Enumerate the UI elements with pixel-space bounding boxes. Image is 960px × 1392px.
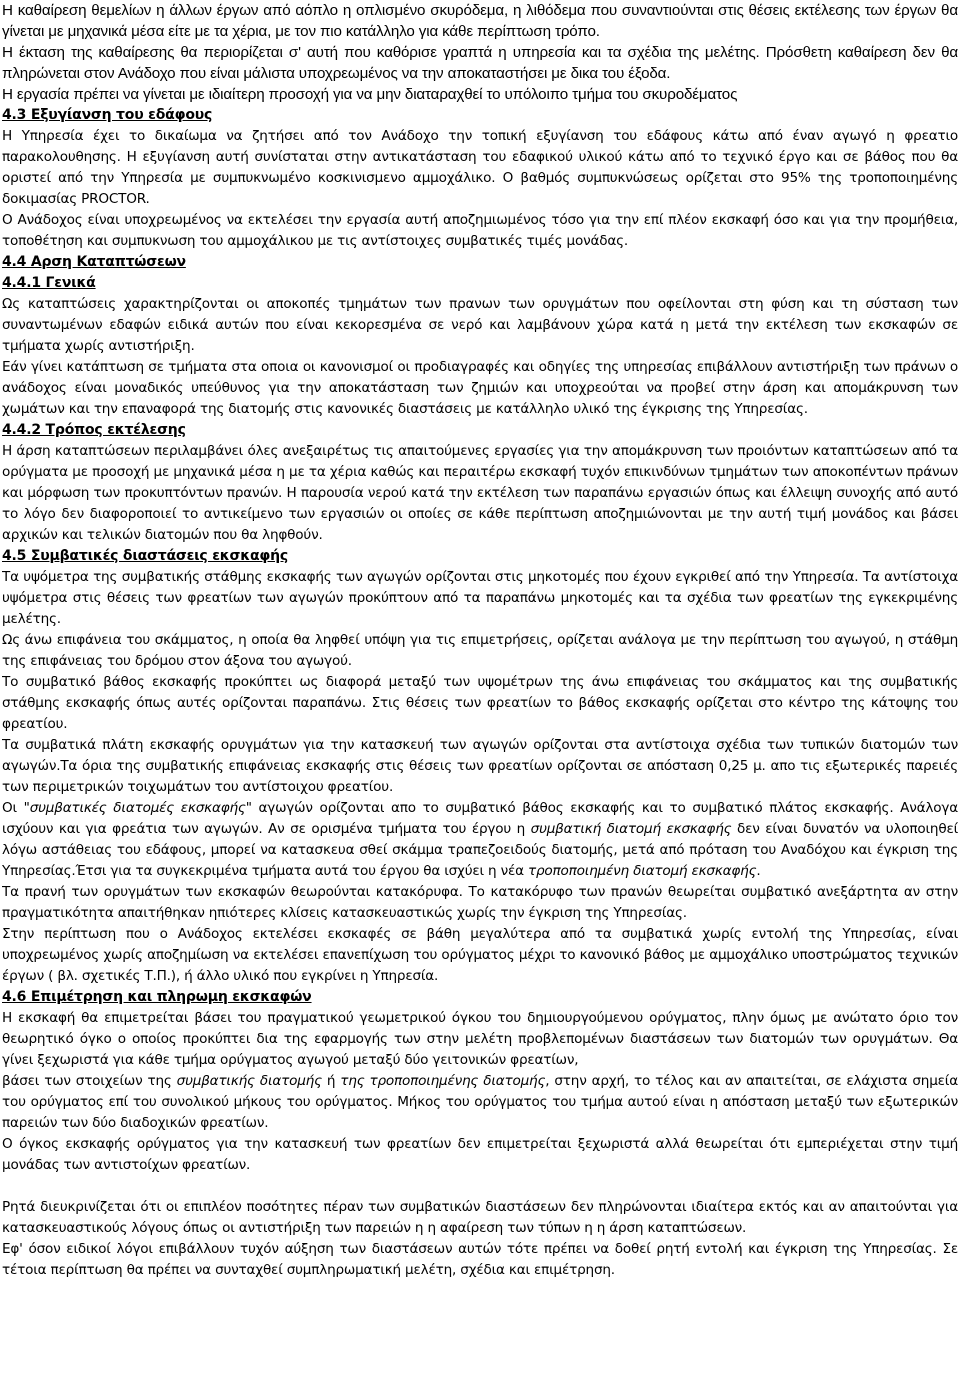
heading-4-6: 4.6 Επιμέτρηση και πληρωμη εκσκαφών bbox=[2, 989, 312, 1005]
italic-term: συμβατικές διατομές εκσκαφής bbox=[29, 800, 246, 816]
paragraph bbox=[2, 798, 958, 882]
italic-term: συμβατική διατομή εκσκαφής bbox=[530, 821, 732, 837]
paragraph: Στην περίπτωση που ο Ανάδοχος εκτελέσει εκσκαφές σε βάθη μεγαλύτερα από τα συμβατικά χωρίς εντολή της Υπηρεσίας, είναι υποχρεωμένος χωρίς αποζημίωση να εκτελέσει επανεπίχωση του ορύγματος μέχρι το κανονικό βάθος με αμμοχάλικο υποστρώματος τεχνικών έργων ( βλ. σχετικές Τ.Π.), ή άλλο υλικό που εγκρίνει η Υπηρεσία. bbox=[2, 926, 958, 984]
paragraph: Το συμβατικό βάθος εκσκαφής προκύπτει ως διαφορά μεταξύ των υψομέτρων της άνω επιφάνειας του σκάμματος και της συμβατικής στάθμης εκσκαφής όπως αυτές ορίζονται παραπάνω. Στις θέσεις των φρεατίων το βάθος εκσκαφής ορίζεται στο κέντρο της κάτοψης του φρεατίου. bbox=[2, 674, 958, 732]
paragraph: Τα συμβατικά πλάτη εκσκαφής ορυγμάτων για την κατασκευή των αγωγών ορίζονται στα αντίστοιχα σχέδια των τυπικών διατομών των αγωγών.Τα όρια της συμβατικής επιφάνειας εκσκαφής στις θέσεις των φρεατίων ορίζονται σε απόσταση 0,25 μ. απο τις εξωτερικές παρειές των περιμετρικών τοιχωμάτων του αντίστοιχου φρεατίου. bbox=[2, 737, 958, 795]
text-run: , στην αρχή, το τέλος και αν απαιτείται, σε ελάχιστα σημεία του ορύγματος επί του συνολικού μήκους του ορύγματος. Μήκος του ορύγματος του τμήμα αυτού είναι η απόσταση μεταξύ των εξωτερικών παρειών των δύο διαδοχικών φρεατίων. bbox=[2, 1073, 958, 1131]
italic-term: τροποποιημένη διατομή εκσκαφής bbox=[528, 863, 757, 879]
paragraph: Η εργασία πρέπει να γίνεται με ιδιαίτερη προσοχή για να μην διαταραχθεί το υπόλοιπο τμήμα του σκυροδέματος bbox=[2, 86, 738, 103]
text-run: Οι " bbox=[2, 800, 30, 816]
paragraph: Η Υπηρεσία έχει το δικαίωμα να ζητήσει από τον Ανάδοχο την τοπική εξυγίανση του εδάφους κάτω από έναν αγωγό η φρεατιο παρακολουθησης. Η εξυγίανση αυτή συνίσταται στην αντικατάσταση του εδαφικού υλικού κάτω από το τεχνικό έργο και σε βάθος που θα οριστεί από την Υπηρεσία με συμπυκνωμένο κοσκινισμενο αμμοχάλικο. Ο βαθμός συμπυκνώσεως ορίζεται στο 95% της τροποποιημένης δοκιμασίας PROCTOR. bbox=[2, 128, 958, 207]
text-run: βάσει των στοιχείων της bbox=[2, 1073, 177, 1089]
document-page bbox=[2, 0, 958, 1392]
text-run: . bbox=[756, 863, 761, 879]
heading-4-5: 4.5 Συμβατικές διαστάσεις εκσκαφής bbox=[2, 548, 289, 564]
italic-term: συμβατικής διατομής bbox=[176, 1073, 322, 1089]
text-run: δεν είναι δυνατόν να υλοποιηθεί λόγω αστάθειας του εδάφους, μπορεί να κατασκευα σθεί σκάμμα τραπεζοειδούς διατομής, μετά από πρόταση του Αναδόχου και έγκριση της Υπηρεσίας.Έτσι για τα συγκεκριμένα τμήματα αυτά του έργου θα ισχύει η νέα bbox=[2, 821, 958, 879]
paragraph: Ως άνω επιφάνεια του σκάμματος, η οποία θα ληφθεί υπόψη για τις επιμετρήσεις, ορίζεται ανάλογα με την περίπτωση του αγωγού, η στάθμη της επιφάνειας του δρόμου στον άξονα του αγωγού. bbox=[2, 632, 958, 669]
paragraph: Τα υψόμετρα της συμβατικής στάθμης εκσκαφής των αγωγών ορίζονται στις μηκοτομές που έχουν εγκριθεί από την Υπηρεσία. Τα αντίστοιχα υψόμετρα στις θέσεις των φρεατίων των αγωγών προκύπτουν από τα παραπάνω μηκοτομές και τα σχέδια των φρεατίων της εγκεκριμένης μελέτης. bbox=[2, 569, 958, 627]
paragraph: Εφ' όσον ειδικοί λόγοι επιβάλλουν τυχόν αύξηση των διαστάσεων αυτών τότε πρέπει να δοθεί ρητή εντολή και έγκριση της Υπηρεσίας. Σε τέτοια περίπτωση θα πρέπει να συνταχθεί συμπληρωματική μελέτη, σχέδια και επιμέτρηση. bbox=[2, 1241, 958, 1278]
paragraph: Ο όγκος εκσκαφής ορύγματος για την κατασκευή των φρεατίων δεν επιμετρείται ξεχωριστά αλλά θεωρείται ότι εμπεριέχεται στην τιμή μονάδας των αντιστοίχων φρεατίων. bbox=[2, 1136, 958, 1173]
paragraph: Ρητά διευκρινίζεται ότι οι επιπλέον ποσότητες πέραν των συμβατικών διαστάσεων δεν πληρώνονται ιδιαίτερα εκτός και αν απαιτούνται για κατασκευαστικούς λόγους όπως οι αντιστήριξη των παρειών η η αφαίρεση των τύπων η η άρση καταπτώσεων. bbox=[2, 1199, 958, 1236]
text-run: " αγωγών ορίζονται απο το συμβατικό βάθος εκσκαφής και το συμβατικό πλάτος εκσκαφής. Ανάλογα ισχύουν και για φρεάτια των αγωγών. Αν σε ορισμένα τμήματα του έργου η bbox=[2, 800, 958, 837]
paragraph: Τα πρανή των ορυγμάτων των εκσκαφών θεωρούνται κατακόρυφα. Το κατακόρυφο των πρανών θεωρείται συμβατικό ανεξάρτητα αν στην πραγματικότητα απαιτήθηκαν ηπιότερες κλίσεις κατασκευαστικώς χωρίς την έγκριση της Υπηρεσίας. bbox=[2, 884, 958, 921]
paragraph: Ο Ανάδοχος είναι υποχρεωμένος να εκτελέσει την εργασία αυτή αποζημιωμένος τόσο για την επί πλέον εκσκαφή όσο και για την προμήθεια, τοποθέτηση και συμπυκνωση του αμμοχάλικου με τις αντίστοιχες συμβατικές τιμές μονάδας. bbox=[2, 212, 958, 249]
heading-4-4-2: 4.4.2 Τρόπος εκτέλεσης bbox=[2, 422, 186, 438]
heading-4-4-1: 4.4.1 Γενικά bbox=[2, 275, 96, 291]
paragraph: Η καθαίρεση θεμελίων η άλλων έργων από αόπλο η οπλισμένο σκυρόδεμα, η λιθόδεμα που συναντιούνται στις θέσεις εκτέλεσης των έργων θα γίνεται με μηχανικά μέσα είτε με τα χέρια, με τον πιο κατάλληλο για κάθε περίπτωση τρόπο. bbox=[2, 2, 958, 40]
paragraph: Η άρση καταπτώσεων περιλαμβάνει όλες ανεξαιρέτως τις απαιτούμενες εργασίες για την απομάκρυνση των προιόντων καταπτώσεων από τα ορύγματα με προσοχή με μηχανικά μέσα η με τα χέρια καθώς και περαιτέρω εκσκαφή τυχόν επικινδύνων τμημάτων των αποκοπέντων πράνων και μόρφωση των προκυπτόντων πρανών. Η παρουσία νερού κατά την εκτέλεση των παραπάνω εργασιών όπως και έλλειψη συνοχής από αυτό το λόγο δεν διαφοροποιεί το αντικείμενο των εργασιών οι οποίες σε κάθε περίπτωση αποζημιώνονται με την αυτή τιμή μονάδος και βάσει αρχικών και τελικών διατομών που θα ληφθούν. bbox=[2, 443, 958, 543]
paragraph: Η εκσκαφή θα επιμετρείται βάσει του πραγματικού γεωμετρικού όγκου του δημιουργούμενου ορύγματος, πλην όμως με ανώτατο όριο τον θεωρητικό όγκο ο οποίος προκύπτει δια της εφαρμογής των στην μελέτη προβλεπομένων διαστάσεων των διατομών των ορυγμάτων. Θα γίνει ξεχωριστά για κάθε τμήμα ορύγματος αγωγού μεταξύ δύο γειτονικών φρεατίων, bbox=[2, 1010, 958, 1068]
heading-4-3: 4.3 Εξυγίανση του εδάφους bbox=[2, 107, 213, 123]
paragraph: Εάν γίνει κατάπτωση σε τμήματα στα οποια οι κανονισμοί οι προδιαγραφές και οδηγίες της υπηρεσίας επιβάλλουν αντιστήριξη των πράνων ο ανάδοχος είναι μοναδικός υπεύθυνος για την αποκατάσταση των ζημιών και υποχρεούται να προβεί στην άρση και απομάκρυνση των χωμάτων και την επαναφορά της διατομής στις κανονικές διαστάσεις με κατάλληλο υλικό της έγκρισης της Υπηρεσίας. bbox=[2, 359, 958, 417]
heading-4-4: 4.4 Αρση Καταπτώσεων bbox=[2, 254, 186, 270]
section-demolition bbox=[2, 0, 958, 105]
text-run: ή bbox=[321, 1073, 341, 1089]
italic-term: της τροποποιημένης διατομής bbox=[340, 1073, 546, 1089]
paragraph: Η έκταση της καθαίρεσης θα περιορίζεται σ' αυτή που καθόρισε γραπτά η υπηρεσία και τα σχέδια της μελέτης. Πρόσθετη καθαίρεση δεν θα πληρώνεται στον Ανάδοχο που είναι μάλιστα υποχρεωμένος να την αποκαταστήσει με δικα του έξοδα. bbox=[2, 44, 958, 82]
section-body bbox=[2, 105, 958, 1281]
paragraph: Ως καταπτώσεις χαρακτηρίζονται οι αποκοπές τμημάτων των πρανων των ορυγμάτων που οφείλονται στη φύση και τη σύσταση των συναντωμένων εδαφών ειδικά αυτών που είναι κεκορεσμένα σε νερό και λαμβάνουν χώρα κατά η μετά την εκτέλεση των εκσκαφών σε τμήματα χωρίς αντιστήριξη. bbox=[2, 296, 958, 354]
blank-line bbox=[2, 1176, 958, 1197]
paragraph bbox=[2, 1071, 958, 1134]
